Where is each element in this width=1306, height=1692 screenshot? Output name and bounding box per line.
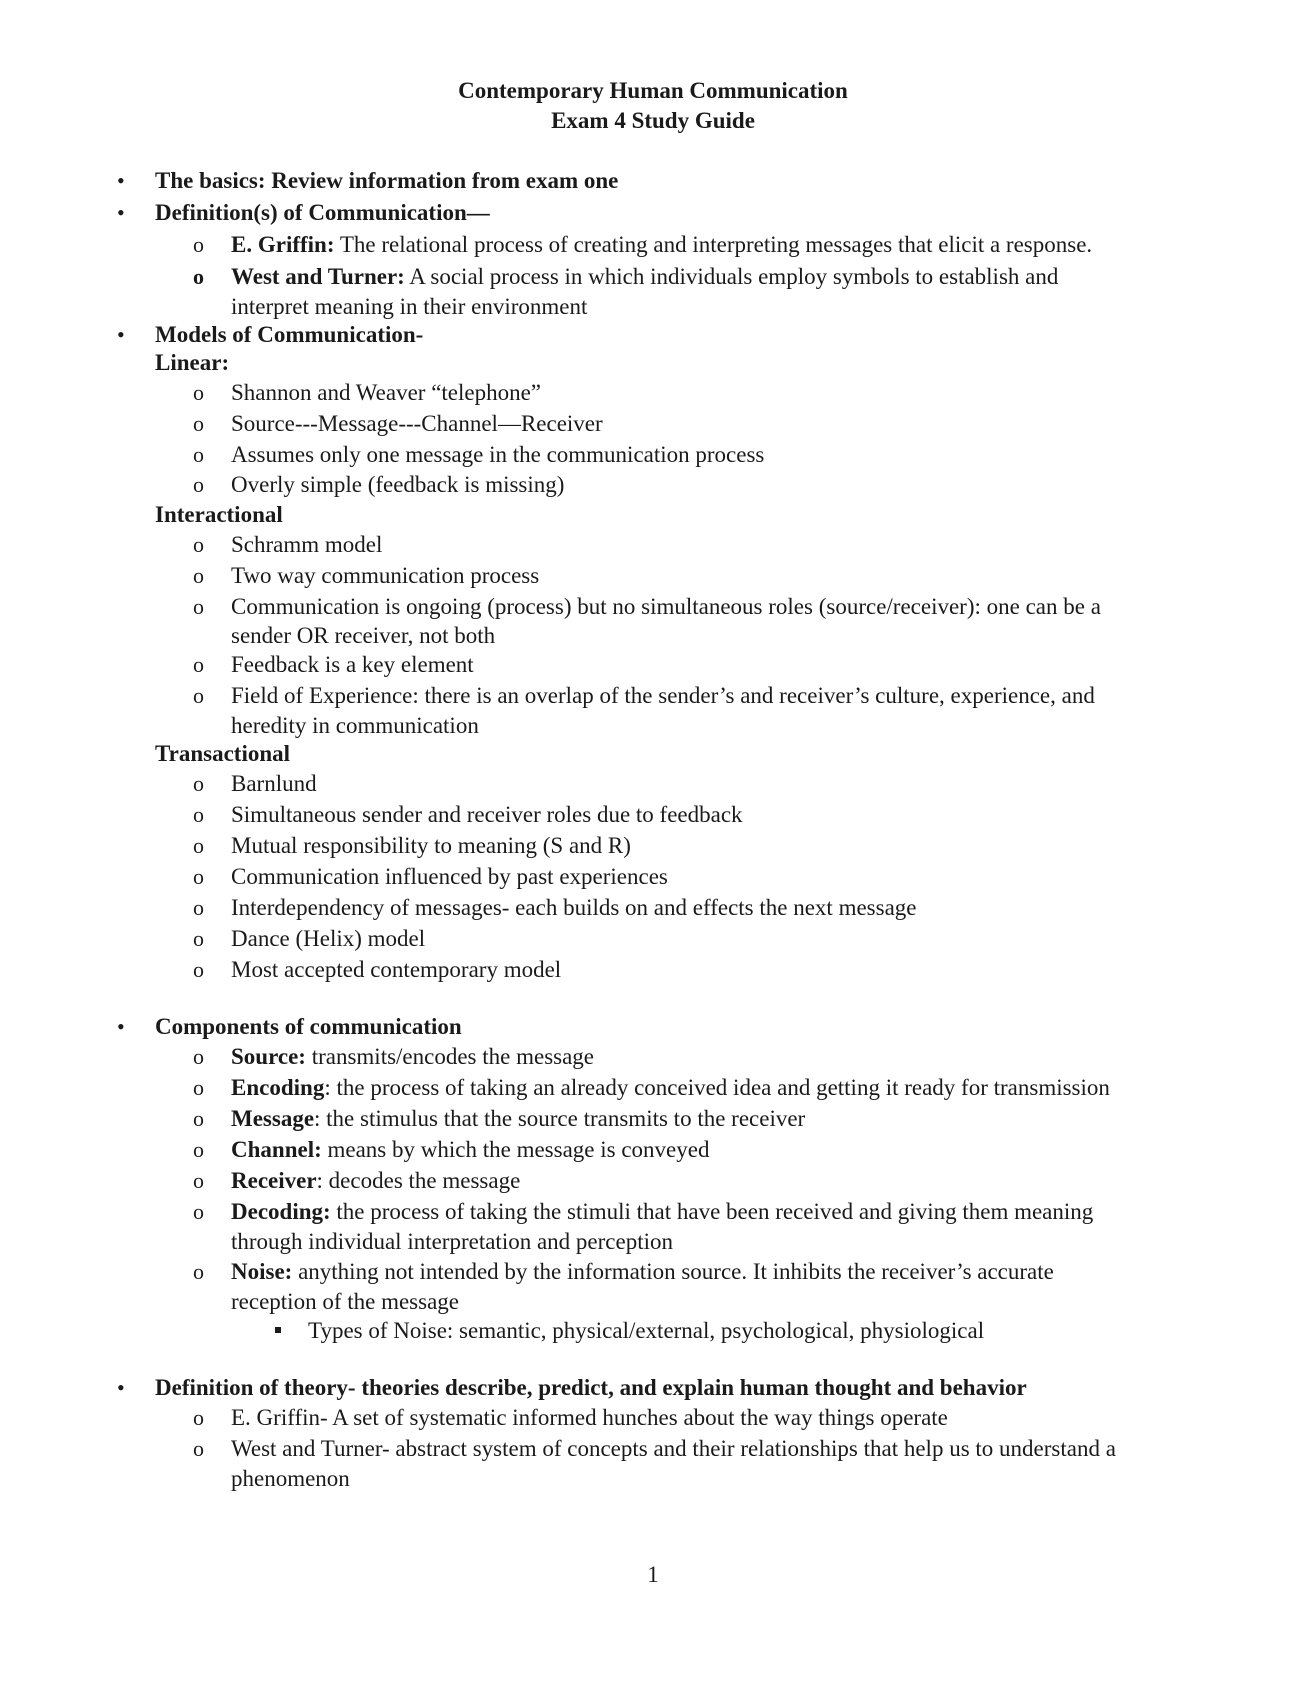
component-message bbox=[231, 1104, 805, 1134]
list-item-cont: phenomenon bbox=[231, 1466, 350, 1491]
circle-bullet-icon: o bbox=[193, 1259, 204, 1284]
component-source bbox=[231, 1042, 594, 1072]
circle-bullet-icon: o bbox=[193, 532, 204, 557]
theory-heading: Definition of theory- theories describe, predict, and explain human thought and behavior bbox=[155, 1375, 1027, 1400]
definition-text: transmits/encodes the message bbox=[305, 1044, 595, 1069]
circle-bullet-icon: o bbox=[193, 1199, 204, 1224]
list-item: Source---Message---Channel—Receiver bbox=[231, 411, 603, 436]
definition-west-turner bbox=[231, 262, 1058, 292]
term: Receiver bbox=[231, 1168, 317, 1193]
list-item: Barnlund bbox=[231, 771, 317, 796]
square-bullet-icon bbox=[275, 1327, 281, 1333]
list-item: Assumes only one message in the communication process bbox=[231, 442, 765, 467]
list-item-cont: sender OR receiver, not both bbox=[231, 623, 496, 648]
component-noise-cont: reception of the message bbox=[231, 1289, 459, 1314]
components-heading: Components of communication bbox=[155, 1014, 462, 1039]
document-title: Contemporary Human Communication bbox=[458, 78, 848, 103]
circle-bullet-icon: o bbox=[193, 1044, 204, 1069]
bullet-icon: • bbox=[117, 1375, 125, 1400]
circle-bullet-icon: o bbox=[193, 833, 204, 858]
circle-bullet-icon: o bbox=[193, 1168, 204, 1193]
list-item: Feedback is a key element bbox=[231, 652, 474, 677]
circle-bullet-icon: o bbox=[193, 380, 204, 405]
component-decoding-cont: through individual interpretation and perception bbox=[231, 1229, 673, 1254]
component-noise bbox=[231, 1257, 1054, 1287]
circle-bullet-icon: o bbox=[193, 232, 204, 257]
bullet-icon: • bbox=[117, 200, 125, 225]
circle-bullet-icon: o bbox=[193, 683, 204, 708]
definition-text: anything not intended by the information source. It inhibits the receiver’s accurate bbox=[292, 1259, 1054, 1284]
definition-text: : decodes the message bbox=[316, 1168, 521, 1193]
list-item: Communication is ongoing (process) but no simultaneous roles (source/receiver): one can be a bbox=[231, 594, 1101, 619]
circle-bullet-icon: o bbox=[193, 957, 204, 982]
definition-text: The relational process of creating and interpreting messages that elicit a response. bbox=[334, 232, 1093, 257]
component-decoding bbox=[231, 1197, 1093, 1227]
circle-bullet-icon: o bbox=[193, 1106, 204, 1131]
bullet-icon: • bbox=[117, 168, 125, 193]
term: Message bbox=[231, 1106, 315, 1131]
circle-bullet-icon: o bbox=[193, 1405, 204, 1430]
circle-bullet-icon: o bbox=[193, 411, 204, 436]
definition-text: the process of taking the stimuli that have been received and giving them meaning bbox=[330, 1199, 1094, 1224]
list-item: Mutual responsibility to meaning (S and R) bbox=[231, 833, 631, 858]
term: E. Griffin: bbox=[231, 232, 335, 257]
list-item: Two way communication process bbox=[231, 563, 540, 588]
term: West and Turner: bbox=[231, 264, 405, 289]
list-item: Dance (Helix) model bbox=[231, 926, 426, 951]
list-item: Field of Experience: there is an overlap of the sender’s and receiver’s culture, experience, and bbox=[231, 683, 1095, 708]
page-number: 1 bbox=[647, 1562, 659, 1587]
definition-griffin bbox=[231, 230, 1092, 260]
circle-bullet-icon: o bbox=[193, 771, 204, 796]
circle-bullet-icon: o bbox=[193, 563, 204, 588]
list-item: Schramm model bbox=[231, 532, 383, 557]
document-subtitle: Exam 4 Study Guide bbox=[551, 108, 755, 133]
component-channel bbox=[231, 1135, 709, 1165]
circle-bullet-icon: o bbox=[193, 1436, 204, 1461]
definition-text: : the process of taking an already conceived idea and getting it ready for transmission bbox=[324, 1075, 1110, 1100]
term: Encoding bbox=[231, 1075, 325, 1100]
linear-heading: Linear: bbox=[155, 350, 230, 375]
list-item: Simultaneous sender and receiver roles due to feedback bbox=[231, 802, 743, 827]
component-receiver bbox=[231, 1166, 520, 1196]
list-item: Most accepted contemporary model bbox=[231, 957, 562, 982]
term: Decoding: bbox=[231, 1199, 331, 1224]
bullet-icon: • bbox=[117, 1014, 125, 1039]
list-item: Overly simple (feedback is missing) bbox=[231, 472, 565, 497]
list-item: Interdependency of messages- each builds on and effects the next message bbox=[231, 895, 917, 920]
circle-bullet-icon: o bbox=[193, 864, 204, 889]
circle-bullet-icon: o bbox=[193, 926, 204, 951]
list-item-cont: heredity in communication bbox=[231, 713, 479, 738]
term: Channel: bbox=[231, 1137, 322, 1162]
list-item: Communication influenced by past experiences bbox=[231, 864, 668, 889]
models-heading: Models of Communication- bbox=[155, 322, 424, 347]
circle-bullet-icon: o bbox=[193, 472, 204, 497]
circle-bullet-icon: o bbox=[193, 1075, 204, 1100]
list-item: E. Griffin- A set of systematic informed hunches about the way things operate bbox=[231, 1405, 948, 1430]
definitions-heading: Definition(s) of Communication— bbox=[155, 200, 490, 225]
noise-types: Types of Noise: semantic, physical/external, psychological, physiological bbox=[308, 1318, 985, 1343]
definition-text: A social process in which individuals employ symbols to establish and bbox=[404, 264, 1059, 289]
circle-bullet-icon: o bbox=[193, 1137, 204, 1162]
interactional-heading: Interactional bbox=[155, 502, 283, 527]
circle-bullet-icon: o bbox=[193, 652, 204, 677]
definition-text: means by which the message is conveyed bbox=[321, 1137, 710, 1162]
circle-bullet-icon: o bbox=[193, 802, 204, 827]
list-item: West and Turner- abstract system of concepts and their relationships that help us to understand a bbox=[231, 1436, 1116, 1461]
definition-west-turner-cont: interpret meaning in their environment bbox=[231, 294, 588, 319]
basics-heading: The basics: Review information from exam one bbox=[155, 168, 619, 193]
term: Source: bbox=[231, 1044, 306, 1069]
list-item: Shannon and Weaver “telephone” bbox=[231, 380, 542, 405]
circle-bullet-icon: o bbox=[193, 442, 204, 467]
circle-bullet-icon: o bbox=[193, 594, 204, 619]
circle-bullet-icon: o bbox=[193, 264, 204, 289]
component-encoding bbox=[231, 1073, 1110, 1103]
definition-text: : the stimulus that the source transmits to the receiver bbox=[314, 1106, 806, 1131]
term: Noise: bbox=[231, 1259, 293, 1284]
bullet-icon: • bbox=[117, 322, 125, 347]
transactional-heading: Transactional bbox=[155, 741, 291, 766]
circle-bullet-icon: o bbox=[193, 895, 204, 920]
